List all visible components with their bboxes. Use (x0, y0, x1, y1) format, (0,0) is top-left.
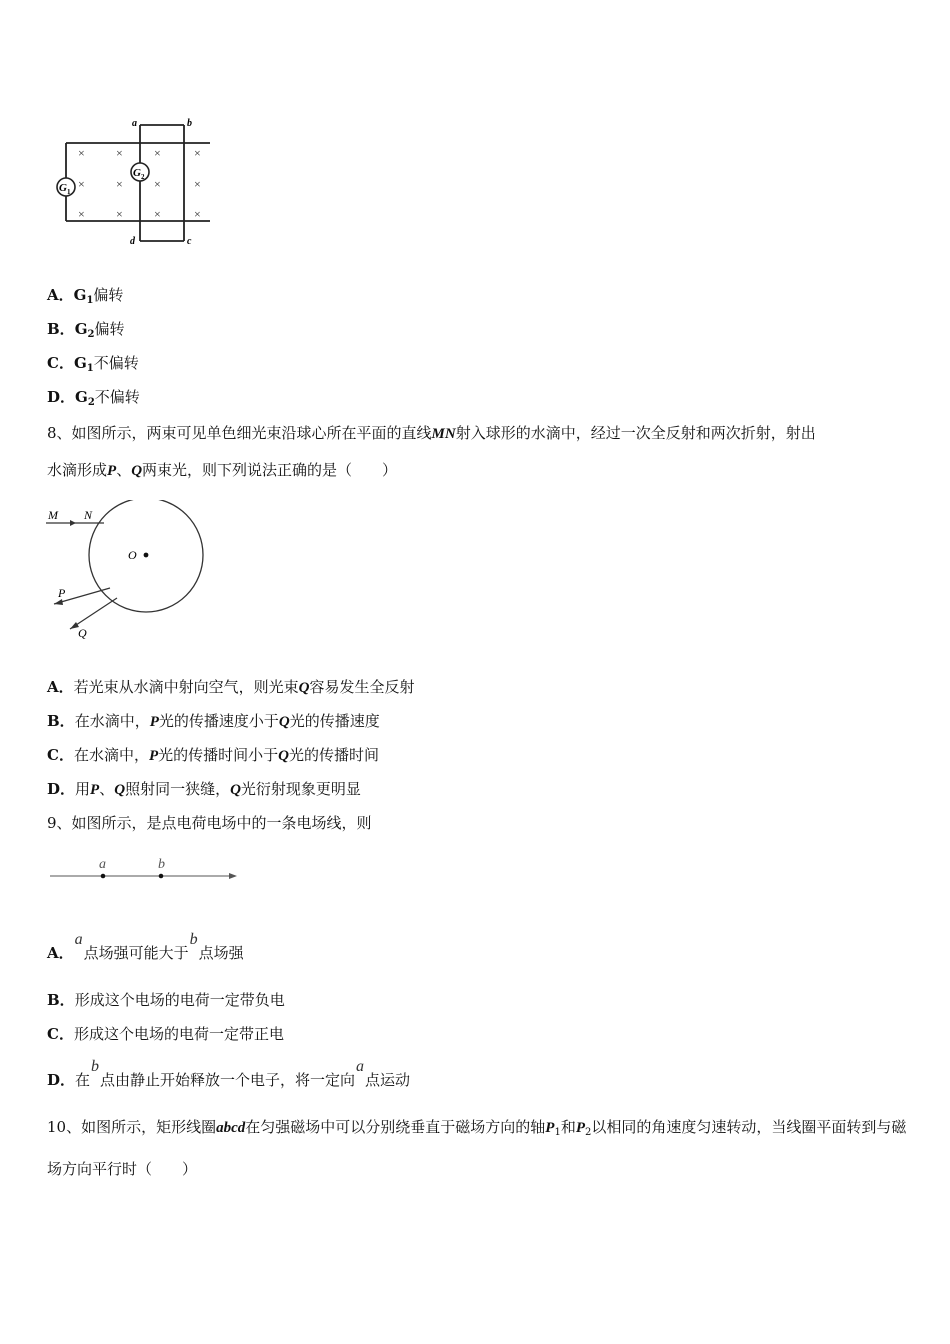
var-abcd: abcd (216, 1120, 246, 1136)
center-dot (144, 553, 149, 558)
g1-label: G (59, 182, 67, 194)
option-key: D． (47, 1071, 76, 1089)
stem-text: 和 (560, 1118, 576, 1136)
q8-option-a (47, 677, 415, 698)
label-m: M (48, 508, 58, 522)
var-mn: MN (431, 426, 456, 442)
subscript: 1 (554, 1127, 561, 1138)
option-text: 用 (75, 780, 91, 798)
stem-text: 以相同的角速度匀速转动，当线圈平面转到与磁场方向平行时（ ） (47, 1118, 907, 1178)
option-text: 光的传播时间 (289, 746, 380, 764)
g2-sub: 2 (141, 173, 145, 181)
g-subscript: 1 (86, 363, 94, 374)
label-a: a (99, 857, 106, 872)
label-c: c (187, 236, 192, 247)
stem-text: 10、如图所示，矩形线圈 (47, 1118, 217, 1136)
option-text: 光的传播时间小于 (158, 746, 279, 764)
subscript: 2 (585, 1127, 592, 1138)
var-p2: P (575, 1120, 586, 1136)
g1-sub: 1 (67, 188, 71, 196)
option-text: 偏转 (93, 286, 124, 304)
option-text: 在 (75, 1071, 91, 1089)
option-key: B． (47, 320, 75, 338)
label-a: a (132, 118, 137, 129)
option-key: A． (47, 286, 74, 304)
option-key: B． (47, 991, 75, 1009)
label-d: d (130, 236, 135, 247)
label-b: b (187, 118, 192, 129)
q7-option-d (47, 387, 140, 413)
option-text: 容易发生全反射 (309, 678, 415, 696)
q10-stem (47, 1109, 917, 1187)
g-symbol: G (73, 354, 87, 372)
field-mark: × (78, 207, 85, 221)
option-key: A． (47, 678, 74, 696)
field-line-figure (45, 850, 245, 890)
field-mark: × (116, 177, 123, 191)
var-p: P (90, 782, 100, 798)
field-mark: × (116, 146, 123, 160)
var-q: Q (230, 782, 241, 798)
q9-option-b (47, 990, 285, 1010)
g-subscript: 1 (86, 295, 94, 306)
field-mark: × (194, 146, 201, 160)
var-q: Q (278, 714, 290, 730)
g-symbol: G (74, 320, 88, 338)
stem-text: 水滴形成 (47, 461, 108, 479)
label-n: N (84, 508, 93, 522)
field-mark: × (78, 146, 85, 160)
q9-option-d (47, 1058, 411, 1091)
option-text: 光衍射现象更明显 (240, 780, 361, 798)
option-text: 点运动 (365, 1071, 411, 1089)
field-mark: × (194, 177, 201, 191)
var-q: Q (298, 680, 310, 696)
option-text: 若光束从水滴中射向空气，则光束 (73, 678, 299, 696)
var-b: b (189, 931, 198, 948)
q9-option-c (47, 1024, 284, 1044)
circuit-figure (50, 115, 220, 250)
option-text: 照射同一狭缝， (125, 780, 231, 798)
option-key: C． (47, 1025, 74, 1043)
var-b: b (91, 1058, 100, 1075)
field-mark: × (154, 207, 161, 221)
label-q: Q (78, 626, 87, 640)
q7-option-b (47, 319, 124, 345)
label-b: b (158, 857, 165, 872)
option-text: 点场强可能大于 (83, 944, 189, 962)
option-text: 形成这个电场的电荷一定带正电 (73, 1025, 284, 1043)
field-mark: × (154, 177, 161, 191)
label-o: O (128, 548, 137, 562)
q8-option-d (47, 779, 361, 800)
point-b (159, 874, 164, 879)
var-q: Q (131, 463, 143, 479)
option-text: 光的传播速度小于 (158, 712, 279, 730)
var-p: P (107, 463, 117, 479)
q9-stem (47, 813, 372, 833)
field-mark: × (194, 207, 201, 221)
q7-option-a (47, 285, 123, 311)
q7-option-c (47, 353, 139, 379)
option-text: 不偏转 (93, 354, 139, 372)
var-p: P (149, 714, 159, 730)
ray-mn-arrow (70, 520, 76, 526)
option-key: C． (47, 746, 74, 764)
q9-option-a (47, 931, 244, 964)
g-subscript: 2 (87, 329, 95, 340)
var-q: Q (114, 782, 126, 798)
var-a: a (74, 931, 83, 948)
option-text: 在水滴中， (74, 712, 150, 730)
q8-stem (47, 415, 917, 489)
var-a: a (356, 1058, 365, 1075)
g2-label: G (133, 167, 141, 179)
option-key: A． (47, 944, 74, 962)
q8-option-b (47, 711, 380, 732)
stem-text: 8、如图所示，两束可见单色细光束沿球心所在平面的直线 (47, 424, 432, 442)
point-a (101, 874, 106, 879)
option-key: C． (47, 354, 74, 372)
stem-text: 射入球形的水滴中，经过一次全反射和两次折射，射出 (455, 424, 816, 442)
option-text: 不偏转 (94, 388, 140, 406)
option-key: B． (47, 712, 75, 730)
g-symbol: G (73, 286, 87, 304)
var-p: P (148, 748, 159, 764)
stem-text: 9、如图所示，是点电荷电场中的一条电场线，则 (47, 814, 372, 832)
stem-text: 、 (116, 461, 132, 479)
field-mark: × (154, 146, 161, 160)
label-p: P (58, 586, 66, 600)
g-subscript: 2 (87, 397, 95, 408)
option-text: 在水滴中， (73, 746, 149, 764)
q8-option-c (47, 745, 379, 766)
field-mark: × (78, 177, 85, 191)
field-mark: × (116, 207, 123, 221)
stem-text: 在匀强磁场中可以分别绕垂直于磁场方向的轴 (245, 1118, 546, 1136)
option-text: 点由静止开始释放一个电子，将一定向 (100, 1071, 356, 1089)
option-key: D． (47, 780, 76, 798)
field-line-arrow (229, 873, 237, 879)
option-text: 、 (99, 780, 115, 798)
stem-text: 两束光，则下列说法正确的是（ ） (142, 461, 398, 479)
option-text: 偏转 (94, 320, 125, 338)
option-text: 形成这个电场的电荷一定带负电 (74, 991, 285, 1009)
option-key: D． (47, 388, 76, 406)
g-symbol: G (75, 388, 88, 406)
droplet-figure (40, 500, 215, 650)
var-q: Q (278, 748, 289, 764)
option-text: 点场强 (198, 944, 244, 962)
option-text: 光的传播速度 (289, 712, 380, 730)
var-p1: P (545, 1120, 555, 1136)
